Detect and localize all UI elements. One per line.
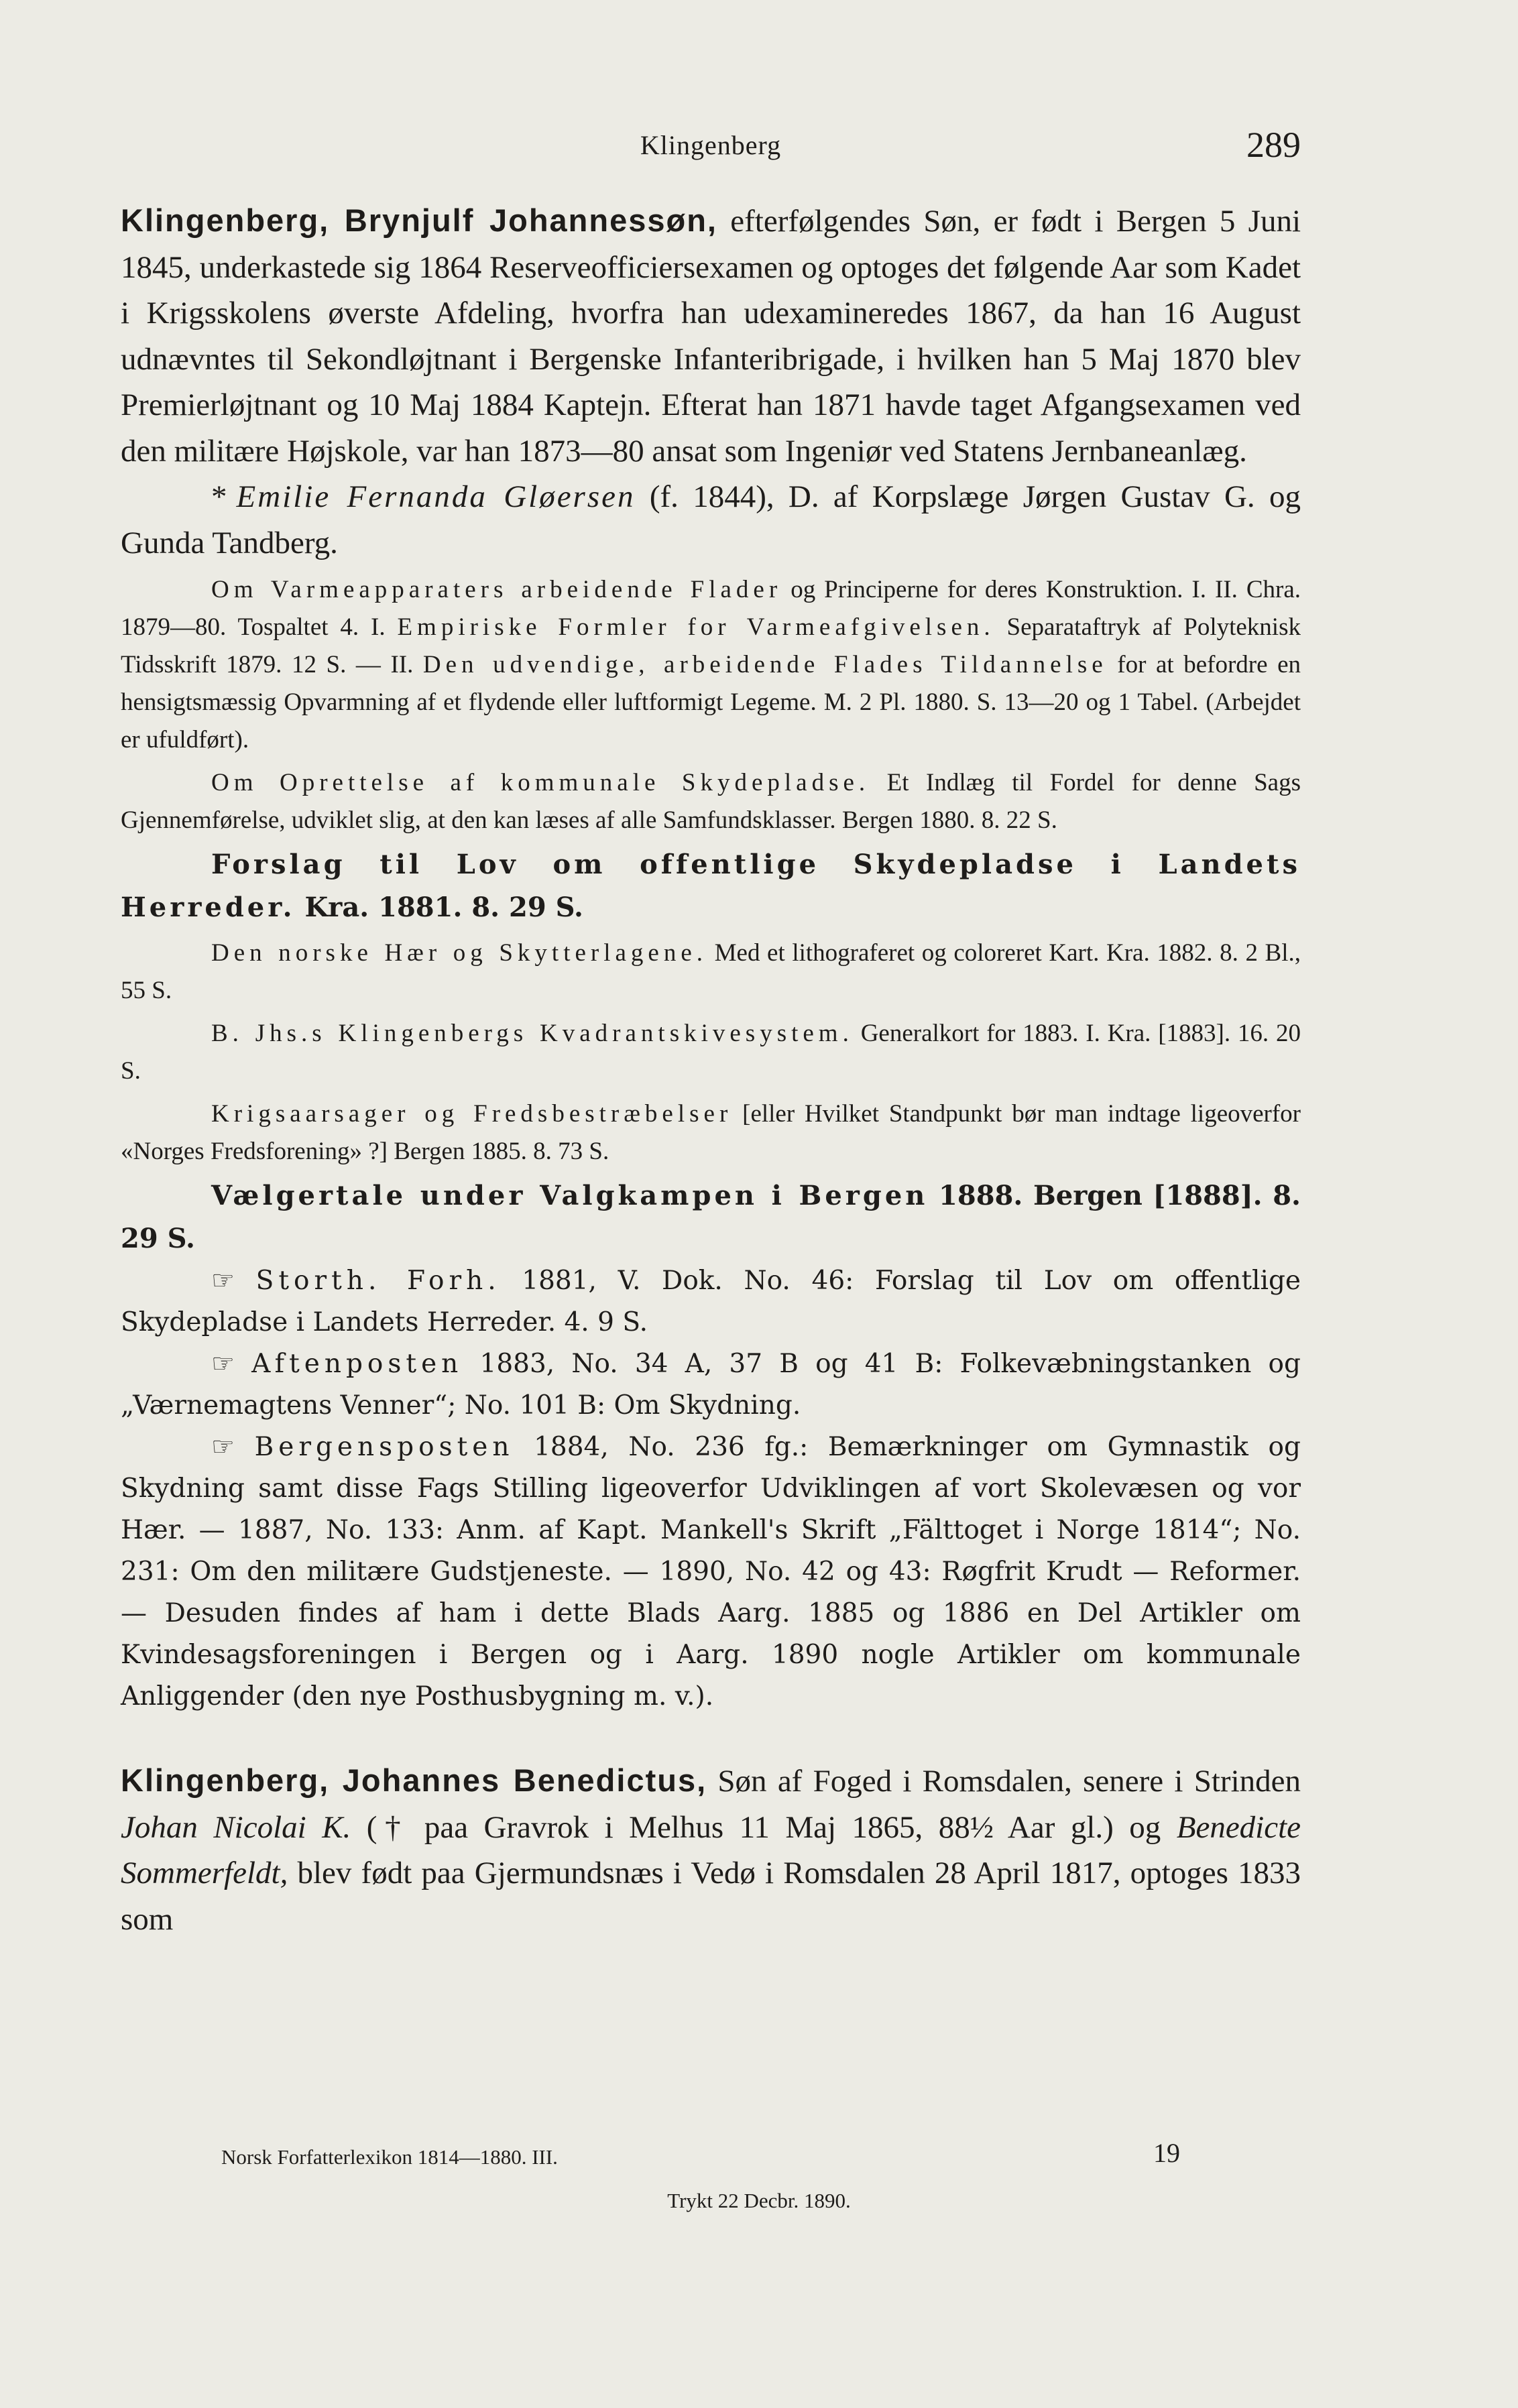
work-details: [eller Hvilket Standpunkt bør man indtage ligeoverfor «Norges Fredsforening» ?] Bergen 1885. 8. 73 S. (121, 1100, 1301, 1165)
reference-item (121, 1260, 1301, 1343)
father-name: Johan Nicolai K. (121, 1809, 351, 1845)
work-title: Empiriske Formler for Varmeafgivelsen. (397, 613, 995, 641)
spouse-details: (f. 1844), D. af Korpslæge Jørgen Gustav G. og Gunda Tandberg. (121, 479, 1301, 560)
reference-mark-icon: ☞ (211, 1266, 235, 1296)
entry-text: blev født paa Gjermundsnæs i Vedø i Romsdalen 28 April 1817, optoges 1833 som (121, 1856, 1301, 1937)
work-details: 1888. Bergen [1888]. 8. 29 S. (121, 1180, 1301, 1254)
body-text (121, 198, 1301, 1942)
work-details: Et Indlæg til Fordel for denne Sags Gjennemførelse, udviklet slig, at den kan læses af alle Samfundsklasser. Bergen 1880. 8. 22 S. (121, 769, 1301, 834)
work-title: Den udvendige, arbeidende Flades Tildannelse (422, 651, 1108, 678)
entry-klingenberg-brynjulf (121, 198, 1301, 474)
entry-name: Klingenberg, Johannes Benedictus, (121, 1762, 707, 1798)
work-details: for at befordre en hensigtsmæssig Opvarmning af et flydende eller luftformigt Legeme. M. 2 Pl. 1880. S. 13—20 og 1 Tabel. (Arbejdet er ufuldført). (121, 651, 1301, 754)
running-head: Klingenberg (640, 130, 782, 160)
reference-item (121, 1427, 1301, 1718)
page-header (121, 124, 1301, 171)
work-details: Generalkort for 1883. I. Kra. [1883]. 16. 20 S. (121, 1020, 1301, 1085)
reference-mark-icon: ☞ (211, 1432, 235, 1462)
series-title: Norsk Forfatterlexikon 1814—1880. III. (221, 2145, 558, 2169)
work-details: Kra. 1881. 8. 29 S. (304, 892, 583, 923)
spouse-mark: * (211, 479, 227, 514)
entry-klingenberg-johannes (121, 1758, 1301, 1942)
work-title: Krigsaarsager og Fredsbestræbelser (211, 1100, 733, 1128)
work-title: Om Oprettelse af kommunale Skydepladse. (211, 769, 870, 796)
reference-source: Bergensposten (254, 1432, 514, 1462)
work-item (121, 1015, 1301, 1090)
reference-item (121, 1343, 1301, 1427)
reference-details: 1881, V. Dok. No. 46: Forslag til Lov om offentlige Skydepladse i Landets Herreder. 4. 9 S. (121, 1266, 1301, 1337)
reference-details: 1884, No. 236 fg.: Bemærkninger om Gymnastik og Skydning samt disse Fags Stilling ligeoverfor Udviklingen af vort Skolevæsen og vor Hær. — 1887, No. 133: Anm. af Kapt. Mankell's Skrift „Fälttoget i Norge 1814“; No. 231: Om den militære Gudstjeneste. — 1890, No. 42 og 43: Røgfrit Krudt — Reformer. — Desuden findes af ham i dette Blads Aarg. 1885 og 1886 en Del Artikler om Kvindesagsforeningen i Bergen og i Aarg. 1890 nogle Artikler om kommunale Anliggender (den nye Posthusbygning m. v.). (121, 1432, 1301, 1711)
reference-mark-icon: ☞ (211, 1349, 235, 1379)
signature-mark: 19 (1153, 2138, 1180, 2168)
entry-text: († paa Gravrok i Melhus 11 Maj 1865, 88½ Aar gl.) og (366, 1809, 1161, 1845)
reference-source: Aftenposten (251, 1349, 463, 1379)
work-item (121, 843, 1301, 929)
spouse-name: Emilie Fernanda Gløersen (236, 479, 636, 514)
reference-source: Storth. Forh. (255, 1266, 501, 1296)
spouse-line (121, 474, 1301, 566)
work-title: B. Jhs.s Klingenbergs Kvadrantskivesystem. (211, 1020, 854, 1047)
work-item (121, 935, 1301, 1010)
work-title: Om Varmeapparaters arbeidende Flader (211, 576, 782, 603)
entry-name: Klingenberg, Brynjulf Johannessøn, (121, 202, 717, 238)
work-details: og Principerne for deres Konstruktion. I. II. Chra. 1879—80. Tospaltet 4. I. (121, 576, 1301, 641)
print-date: Trykt 22 Decbr. 1890. (667, 2189, 851, 2212)
page-footer (221, 2138, 1180, 2169)
work-item (121, 764, 1301, 839)
entry-text: Søn af Foged i Romsdalen, senere i Strinden (717, 1764, 1301, 1799)
reference-details: 1883, No. 34 A, 37 B og 41 B: Folkevæbningstanken og „Værnemagtens Venner“; No. 101 B: Om Skydning. (121, 1349, 1301, 1421)
entry-biography: efterfølgendes Søn, er født i Bergen 5 Juni 1845, underkastede sig 1864 Reserveofficiersexamen og optoges det følgende Aar som Kadet i Krigsskolens øverste Afdeling, hvorfra han udexamineredes 1867, da han 16 August udnævntes til Sekondløjtnant i Bergenske Infanteribrigade, i hvilken han 5 Maj 1870 blev Premierløjtnant og 10 Maj 1884 Kaptejn. Efterat han 1871 havde taget Afgangsexamen ved den militære Højskole, var han 1873—80 ansat som Ingeniør ved Statens Jernbaneanlæg. (121, 204, 1301, 469)
work-details: Separataftryk af Polyteknisk Tidsskrift 1879. 12 S. — II. (121, 613, 1301, 678)
mother-name: Benedicte Sommerfeldt, (121, 1809, 1301, 1890)
work-title: Vælgertale under Valgkampen i Bergen (211, 1180, 929, 1211)
work-item (121, 1175, 1301, 1260)
work-item (121, 571, 1301, 759)
work-title: Den norske Hær og Skytterlagene. (211, 939, 708, 967)
work-details: Med et lithograferet og coloreret Kart. Kra. 1882. 8. 2 Bl., 55 S. (121, 939, 1301, 1004)
work-title: Forslag til Lov om offentlige Skydepladse i Landets Herreder. (121, 849, 1301, 923)
entry-gap (121, 1718, 1301, 1758)
page-number: 289 (1246, 125, 1301, 165)
work-item (121, 1095, 1301, 1170)
